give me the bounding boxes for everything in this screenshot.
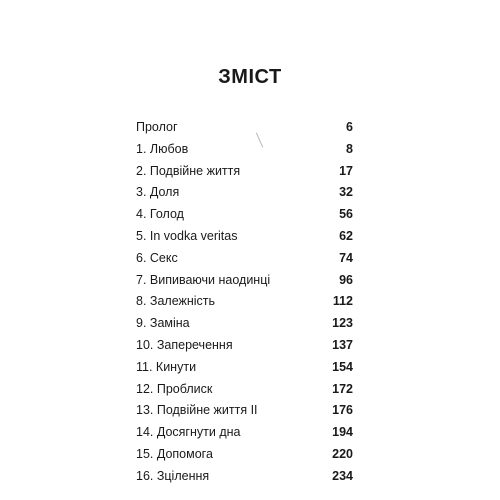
- toc-entry-title: 13. Подвійне життя II: [136, 403, 258, 418]
- toc-entry: [136, 466, 353, 488]
- page-title: ЗМІСТ: [218, 66, 282, 88]
- toc-entry: [136, 182, 353, 204]
- toc-entry-title: 3. Доля: [136, 185, 180, 200]
- toc-entry-page: 176: [332, 403, 353, 418]
- toc-entry: [136, 248, 353, 270]
- toc-entry-page: 123: [332, 316, 353, 331]
- toc-entry-title: 12. Проблиск: [136, 381, 213, 396]
- toc-entry-title: 14. Досягнути дна: [136, 425, 241, 440]
- toc-entry-page: 56: [339, 207, 353, 222]
- toc-entry: [136, 117, 353, 139]
- toc-entry: [136, 204, 353, 226]
- toc-entry: [136, 379, 353, 401]
- toc-entry-page: 17: [339, 163, 353, 178]
- toc-entry-page: 32: [339, 185, 353, 200]
- toc-entry: [136, 335, 353, 357]
- toc-entry: [136, 291, 353, 313]
- toc-entry-title: 9. Заміна: [136, 316, 190, 331]
- toc-entry: [136, 270, 353, 292]
- toc-entry-page: 74: [339, 250, 353, 265]
- toc-entry: [136, 226, 353, 248]
- toc-entry-page: 220: [332, 446, 353, 461]
- toc-entry-title: 1. Любов: [136, 141, 189, 156]
- toc-entry-title: 7. Випиваючи наодинці: [136, 272, 271, 287]
- toc-entry-title: 4. Голод: [136, 207, 184, 222]
- toc-entry-page: 137: [332, 337, 353, 352]
- toc-entry-title: 15. Допомога: [136, 446, 213, 461]
- toc-entry-title: 16. Зцілення: [136, 468, 210, 483]
- toc-entry-title: Пролог: [136, 120, 178, 134]
- toc-entry-page: 112: [332, 294, 353, 309]
- toc-entry-page: 8: [346, 141, 353, 156]
- toc-entry: [136, 400, 353, 422]
- toc-entry-page: 62: [339, 228, 353, 243]
- toc-entry-title: 8. Залежність: [136, 294, 216, 309]
- toc-entry-page: 6: [346, 120, 353, 134]
- toc-entry: [136, 161, 353, 183]
- toc-entry: [136, 357, 353, 379]
- toc-entry-title: 11. Кинути: [136, 359, 197, 374]
- toc-entry-page: 96: [339, 272, 353, 287]
- toc-entry: [136, 313, 353, 335]
- toc-entry: [136, 139, 353, 161]
- toc-entry-title: 10. Заперечення: [136, 337, 233, 352]
- toc-entry-page: 154: [332, 359, 353, 374]
- toc-entry: [136, 444, 353, 466]
- toc-entry: [136, 422, 353, 444]
- toc-entry-page: 234: [332, 468, 353, 483]
- toc-entry-title: 5. In vodka veritas: [136, 228, 238, 243]
- toc-entry-page: 172: [332, 381, 353, 396]
- toc-entry-title: 2. Подвійне життя: [136, 163, 241, 178]
- toc-entry-page: 194: [332, 425, 353, 440]
- toc-entry-title: 6. Секс: [136, 250, 178, 265]
- table-of-contents: [136, 117, 353, 488]
